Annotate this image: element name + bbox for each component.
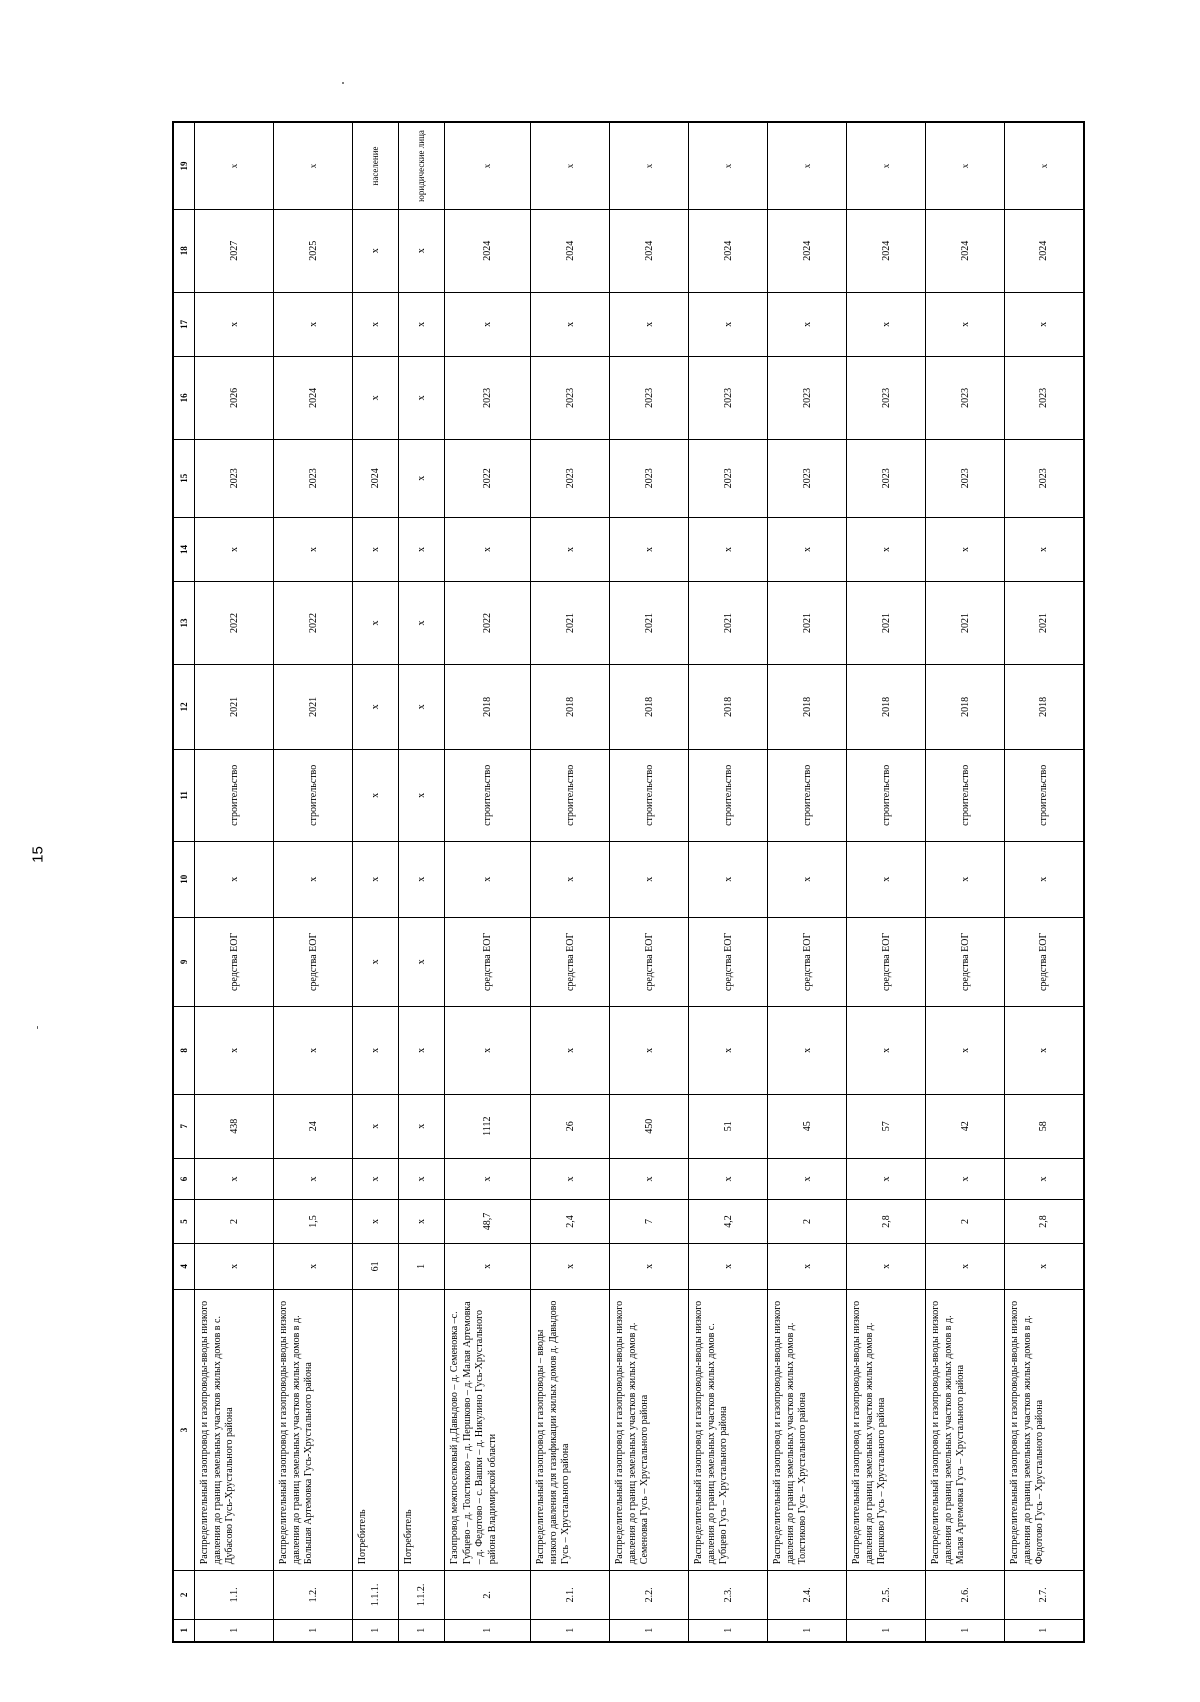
table-cell: x xyxy=(399,749,445,841)
table-cell: x xyxy=(274,1007,353,1094)
table-cell: 1 xyxy=(195,1619,274,1642)
table-cell: 4,2 xyxy=(689,1200,768,1244)
table-cell-description: Распределительный газопровод и газопроводы – вводы низкого давления для газификации жилых домов д. Давыдово Гусь – Хрустального района xyxy=(531,1289,610,1570)
table-cell: 57 xyxy=(847,1094,926,1158)
table-cell: средства ЕОГ xyxy=(847,917,926,1007)
table-row xyxy=(399,122,445,1642)
table-cell: x xyxy=(353,917,399,1007)
table-cell-description: Потребитель xyxy=(399,1289,445,1570)
table-cell: 2,8 xyxy=(1005,1200,1084,1244)
table-row xyxy=(689,122,768,1642)
table-cell-description: Потребитель xyxy=(353,1289,399,1570)
table-cell: 2024 xyxy=(926,209,1005,292)
table-cell: 26 xyxy=(531,1094,610,1158)
table-cell: x xyxy=(399,439,445,517)
table-cell: 2022 xyxy=(195,582,274,665)
table-cell: 1 xyxy=(399,1619,445,1642)
column-header: 13 xyxy=(173,582,195,665)
column-header: 6 xyxy=(173,1158,195,1199)
table-cell: 2 xyxy=(926,1200,1005,1244)
table-cell: x xyxy=(445,122,531,209)
table-row xyxy=(195,122,274,1642)
table-cell-description: Распределительный газопровод и газопроводы-вводы низкого давления до границ земельных участков жилых домов с. Губцево Гусь – Хрустального района xyxy=(689,1289,768,1570)
table-cell: 24 xyxy=(274,1094,353,1158)
table-cell: x xyxy=(353,582,399,665)
table-cell: x xyxy=(445,1158,531,1199)
table-cell: 1.1. xyxy=(195,1571,274,1619)
table-cell: 2021 xyxy=(926,582,1005,665)
table-cell: средства ЕОГ xyxy=(274,917,353,1007)
column-header: 14 xyxy=(173,517,195,581)
table-cell: 2023 xyxy=(610,439,689,517)
table-cell: 2,4 xyxy=(531,1200,610,1244)
table-cell: 2018 xyxy=(531,664,610,749)
table-cell: x xyxy=(610,841,689,917)
table-cell: 2.3. xyxy=(689,1571,768,1619)
table-cell: 2 xyxy=(768,1200,847,1244)
table-cell: 2018 xyxy=(445,664,531,749)
table-cell: строительство xyxy=(1005,749,1084,841)
table-cell: 2023 xyxy=(689,356,768,439)
table-cell: 2022 xyxy=(274,582,353,665)
table-cell: 2023 xyxy=(195,439,274,517)
table-cell: x xyxy=(445,1243,531,1289)
table-row xyxy=(768,122,847,1642)
table-cell: x xyxy=(689,1243,768,1289)
table-cell: x xyxy=(445,517,531,581)
table-cell: 2024 xyxy=(1005,209,1084,292)
table-cell: x xyxy=(1005,122,1084,209)
table-cell: 2025 xyxy=(274,209,353,292)
table-cell: 2023 xyxy=(689,439,768,517)
table-cell: 2022 xyxy=(445,439,531,517)
table-cell: 438 xyxy=(195,1094,274,1158)
table-cell: 48,7 xyxy=(445,1200,531,1244)
table-cell: 1 xyxy=(1005,1619,1084,1642)
table-cell: строительство xyxy=(274,749,353,841)
table-cell: x xyxy=(274,292,353,356)
table-cell: 2.6. xyxy=(926,1571,1005,1619)
table-cell: x xyxy=(399,1158,445,1199)
data-table xyxy=(172,121,1085,1643)
table-cell: x xyxy=(445,1007,531,1094)
table-cell: x xyxy=(195,292,274,356)
table-cell: 1.1.1. xyxy=(353,1571,399,1619)
table-cell: 2024 xyxy=(847,209,926,292)
table-cell: x xyxy=(274,122,353,209)
table-cell: x xyxy=(610,1243,689,1289)
table-row xyxy=(610,122,689,1642)
table-cell: 2021 xyxy=(689,582,768,665)
table-cell: x xyxy=(445,841,531,917)
column-header: 5 xyxy=(173,1200,195,1244)
table-cell: x xyxy=(689,292,768,356)
table-cell: x xyxy=(847,292,926,356)
table-cell: 1 xyxy=(768,1619,847,1642)
table-cell-description: Распределительный газопровод и газопроводы-вводы низкого давления до границ земельных участков жилых домов в д. Федотово Гусь – Хрустального района xyxy=(1005,1289,1084,1570)
table-cell: 2021 xyxy=(531,582,610,665)
table-cell: x xyxy=(195,1243,274,1289)
page-number: 15 xyxy=(29,846,47,863)
table-cell: 7 xyxy=(610,1200,689,1244)
table-cell: 2023 xyxy=(768,439,847,517)
table-cell: x xyxy=(353,664,399,749)
table-cell: x xyxy=(926,122,1005,209)
table-cell: x xyxy=(399,1094,445,1158)
table-cell: x xyxy=(399,1200,445,1244)
table-cell: x xyxy=(353,841,399,917)
table-cell: x xyxy=(926,292,1005,356)
table-cell: 2021 xyxy=(1005,582,1084,665)
table-cell: 1 xyxy=(847,1619,926,1642)
table-body xyxy=(195,122,1084,1642)
table-cell-description: Распределительный газопровод и газопроводы-вводы низкого давления до границ земельных участков жилых домов в д. Большая Артемовка Гусь-Хрустального района xyxy=(274,1289,353,1570)
table-cell: 1 xyxy=(445,1619,531,1642)
table-row xyxy=(531,122,610,1642)
table-cell: 2023 xyxy=(610,356,689,439)
table-cell: 2023 xyxy=(926,439,1005,517)
table-cell: 2. xyxy=(445,1571,531,1619)
table-cell: 2023 xyxy=(847,356,926,439)
table-cell: x xyxy=(926,1158,1005,1199)
column-header: 3 xyxy=(173,1289,195,1570)
table-cell: 2024 xyxy=(445,209,531,292)
table-cell: x xyxy=(768,841,847,917)
table-row xyxy=(847,122,926,1642)
column-header: 2 xyxy=(173,1571,195,1619)
table-cell: x xyxy=(1005,292,1084,356)
table-cell: 1,5 xyxy=(274,1200,353,1244)
table-cell: x xyxy=(531,517,610,581)
table-cell: x xyxy=(847,517,926,581)
table-cell: 1 xyxy=(353,1619,399,1642)
table-cell: 1 xyxy=(399,1243,445,1289)
table-cell: строительство xyxy=(768,749,847,841)
table-cell: x xyxy=(610,1158,689,1199)
table-cell: 1 xyxy=(274,1619,353,1642)
table-cell: x xyxy=(399,1007,445,1094)
table-cell: x xyxy=(353,1158,399,1199)
table-cell: x xyxy=(399,582,445,665)
table-cell-description: Газопровод межпоселковый д.Давыдово – д. Семеновка –с. Губцево – д. Толстиково – д. Першково – д. Малая Артемовка – д. Федотово – с. Вашки – д. Никулино Гусь-Хрустального района Владимирской области xyxy=(445,1289,531,1570)
table-cell: x xyxy=(768,1158,847,1199)
table-row xyxy=(445,122,531,1642)
table-cell-description: Распределительный газопровод и газопроводы-вводы низкого давления до границ земельных участков жилых домов д. Толстиково Гусь – Хрустального района xyxy=(768,1289,847,1570)
column-header: 7 xyxy=(173,1094,195,1158)
table-cell-description: Распределительный газопровод и газопроводы-вводы низкого давления до границ земельных участков жилых домов д. Першково Гусь – Хрустального района xyxy=(847,1289,926,1570)
table-cell: x xyxy=(768,517,847,581)
table-cell: 2024 xyxy=(274,356,353,439)
table-cell: x xyxy=(399,841,445,917)
table-cell: 1 xyxy=(531,1619,610,1642)
table-cell-description: Распределительный газопровод и газопроводы-вводы низкого давления до границ земельных участков жилых домов в с. Дубасово Гусь-Хрустального района xyxy=(195,1289,274,1570)
table-cell: x xyxy=(531,1158,610,1199)
table-cell: средства ЕОГ xyxy=(689,917,768,1007)
table-cell: средства ЕОГ xyxy=(610,917,689,1007)
table-cell: строительство xyxy=(445,749,531,841)
table-cell: 2024 xyxy=(689,209,768,292)
table-cell: x xyxy=(399,292,445,356)
table-cell: x xyxy=(926,517,1005,581)
table-cell: 2018 xyxy=(1005,664,1084,749)
table-cell: 1 xyxy=(926,1619,1005,1642)
table-cell: x xyxy=(926,1243,1005,1289)
table-cell: x xyxy=(399,356,445,439)
table-cell: 2023 xyxy=(531,356,610,439)
column-header: 1 xyxy=(173,1619,195,1642)
table-cell: x xyxy=(1005,1243,1084,1289)
table-cell: население xyxy=(353,122,399,209)
table-cell: x xyxy=(353,356,399,439)
table-cell: 1.1.2. xyxy=(399,1571,445,1619)
column-header: 15 xyxy=(173,439,195,517)
table-cell: строительство xyxy=(610,749,689,841)
table-cell: x xyxy=(274,517,353,581)
table-cell: 45 xyxy=(768,1094,847,1158)
column-header: 4 xyxy=(173,1243,195,1289)
table-cell-description: Распределительный газопровод и газопроводы-вводы низкого давления до границ земельных участков жилых домов д. Семеновка Гусь – Хрустального района xyxy=(610,1289,689,1570)
table-cell: x xyxy=(274,1158,353,1199)
rotated-table-wrapper xyxy=(172,121,1052,1643)
table-cell: x xyxy=(847,1158,926,1199)
table-cell: x xyxy=(689,122,768,209)
table-row xyxy=(926,122,1005,1642)
table-cell: x xyxy=(353,1007,399,1094)
table-cell: средства ЕОГ xyxy=(1005,917,1084,1007)
table-cell: 2018 xyxy=(768,664,847,749)
table-cell: x xyxy=(353,1200,399,1244)
table-cell: x xyxy=(847,1243,926,1289)
column-header: 19 xyxy=(173,122,195,209)
table-cell: x xyxy=(531,292,610,356)
table-cell: 2022 xyxy=(445,582,531,665)
table-cell: x xyxy=(445,292,531,356)
table-cell: 2023 xyxy=(768,356,847,439)
table-cell: x xyxy=(531,1007,610,1094)
table-cell: средства ЕОГ xyxy=(445,917,531,1007)
table-cell: 2021 xyxy=(847,582,926,665)
column-header: 9 xyxy=(173,917,195,1007)
table-cell: x xyxy=(1005,841,1084,917)
table-cell: 2.2. xyxy=(610,1571,689,1619)
table-cell: 1 xyxy=(689,1619,768,1642)
table-cell: 2 xyxy=(195,1200,274,1244)
table-cell: x xyxy=(399,517,445,581)
table-cell: x xyxy=(926,841,1005,917)
table-cell: x xyxy=(689,1007,768,1094)
table-cell: строительство xyxy=(847,749,926,841)
table-cell: 2021 xyxy=(195,664,274,749)
table-cell: 2.4. xyxy=(768,1571,847,1619)
table-cell: 2021 xyxy=(274,664,353,749)
table-cell: x xyxy=(1005,517,1084,581)
table-cell: 42 xyxy=(926,1094,1005,1158)
table-cell: x xyxy=(768,122,847,209)
table-cell: строительство xyxy=(689,749,768,841)
table-cell: 2021 xyxy=(768,582,847,665)
table-cell: x xyxy=(399,209,445,292)
table-cell: 2021 xyxy=(610,582,689,665)
table-cell: 450 xyxy=(610,1094,689,1158)
column-header: 10 xyxy=(173,841,195,917)
table-cell: 2018 xyxy=(689,664,768,749)
table-cell: 2018 xyxy=(847,664,926,749)
table-cell: 2023 xyxy=(847,439,926,517)
table-cell: 2024 xyxy=(531,209,610,292)
table-row xyxy=(274,122,353,1642)
table-cell: x xyxy=(531,122,610,209)
table-cell: x xyxy=(195,1007,274,1094)
table-cell: 61 xyxy=(353,1243,399,1289)
table-row xyxy=(1005,122,1084,1642)
table-cell: x xyxy=(531,1243,610,1289)
table-cell: средства ЕОГ xyxy=(531,917,610,1007)
table-cell: строительство xyxy=(531,749,610,841)
table-cell: x xyxy=(610,292,689,356)
table-cell: x xyxy=(399,664,445,749)
table-cell: x xyxy=(610,122,689,209)
column-header: 17 xyxy=(173,292,195,356)
table-cell: x xyxy=(1005,1007,1084,1094)
table-cell: 2018 xyxy=(610,664,689,749)
table-cell: x xyxy=(689,517,768,581)
table-cell: средства ЕОГ xyxy=(768,917,847,1007)
table-cell: x xyxy=(926,1007,1005,1094)
table-cell: 2027 xyxy=(195,209,274,292)
table-cell: x xyxy=(195,122,274,209)
table-cell: 2023 xyxy=(1005,356,1084,439)
column-header: 18 xyxy=(173,209,195,292)
table-cell: x xyxy=(689,841,768,917)
table-cell: 2.7. xyxy=(1005,1571,1084,1619)
column-header: 11 xyxy=(173,749,195,841)
table-cell: 2023 xyxy=(531,439,610,517)
column-header: 16 xyxy=(173,356,195,439)
table-cell: 2024 xyxy=(610,209,689,292)
table-cell: 1 xyxy=(610,1619,689,1642)
table-cell: x xyxy=(274,1243,353,1289)
table-cell: x xyxy=(847,841,926,917)
table-cell: x xyxy=(399,917,445,1007)
table-header-row xyxy=(173,122,195,1642)
table-cell: x xyxy=(847,1007,926,1094)
table-cell: 51 xyxy=(689,1094,768,1158)
table-cell: 2023 xyxy=(1005,439,1084,517)
table-cell: x xyxy=(847,122,926,209)
table-cell: 58 xyxy=(1005,1094,1084,1158)
table-cell: средства ЕОГ xyxy=(195,917,274,1007)
table-cell: x xyxy=(768,292,847,356)
table-cell: 2023 xyxy=(274,439,353,517)
scan-speck xyxy=(342,82,344,84)
table-cell: x xyxy=(531,841,610,917)
table-cell: 2026 xyxy=(195,356,274,439)
column-header: 8 xyxy=(173,1007,195,1094)
table-cell: x xyxy=(768,1007,847,1094)
table-cell: x xyxy=(353,517,399,581)
column-header: 12 xyxy=(173,664,195,749)
table-cell: 2.1. xyxy=(531,1571,610,1619)
table-cell: 2.5. xyxy=(847,1571,926,1619)
table-cell: x xyxy=(274,841,353,917)
table-cell: строительство xyxy=(926,749,1005,841)
table-cell: x xyxy=(195,517,274,581)
table-cell: 2,8 xyxy=(847,1200,926,1244)
table-cell: 2018 xyxy=(926,664,1005,749)
table-cell: x xyxy=(610,517,689,581)
table-cell: x xyxy=(610,1007,689,1094)
table-cell: x xyxy=(195,1158,274,1199)
table-cell-description: Распределительный газопровод и газопроводы-вводы низкого давления до границ земельных участков жилых домов в д. Малая Артемовка Гусь – Хрустального района xyxy=(926,1289,1005,1570)
table-cell: x xyxy=(353,749,399,841)
table-cell: x xyxy=(768,1243,847,1289)
table-cell: юридические лица xyxy=(399,122,445,209)
table-cell: x xyxy=(353,292,399,356)
table-cell: средства ЕОГ xyxy=(926,917,1005,1007)
scan-speck xyxy=(37,1026,38,1029)
table-cell: x xyxy=(353,209,399,292)
table-cell: 2024 xyxy=(353,439,399,517)
table-cell: 1.2. xyxy=(274,1571,353,1619)
table-cell: строительство xyxy=(195,749,274,841)
table-cell: x xyxy=(689,1158,768,1199)
table-row xyxy=(353,122,399,1642)
table-cell: x xyxy=(353,1094,399,1158)
table-cell: 2023 xyxy=(445,356,531,439)
table-cell: x xyxy=(1005,1158,1084,1199)
table-cell: x xyxy=(195,841,274,917)
table-cell: 1112 xyxy=(445,1094,531,1158)
table-cell: 2024 xyxy=(768,209,847,292)
table-cell: 2023 xyxy=(926,356,1005,439)
